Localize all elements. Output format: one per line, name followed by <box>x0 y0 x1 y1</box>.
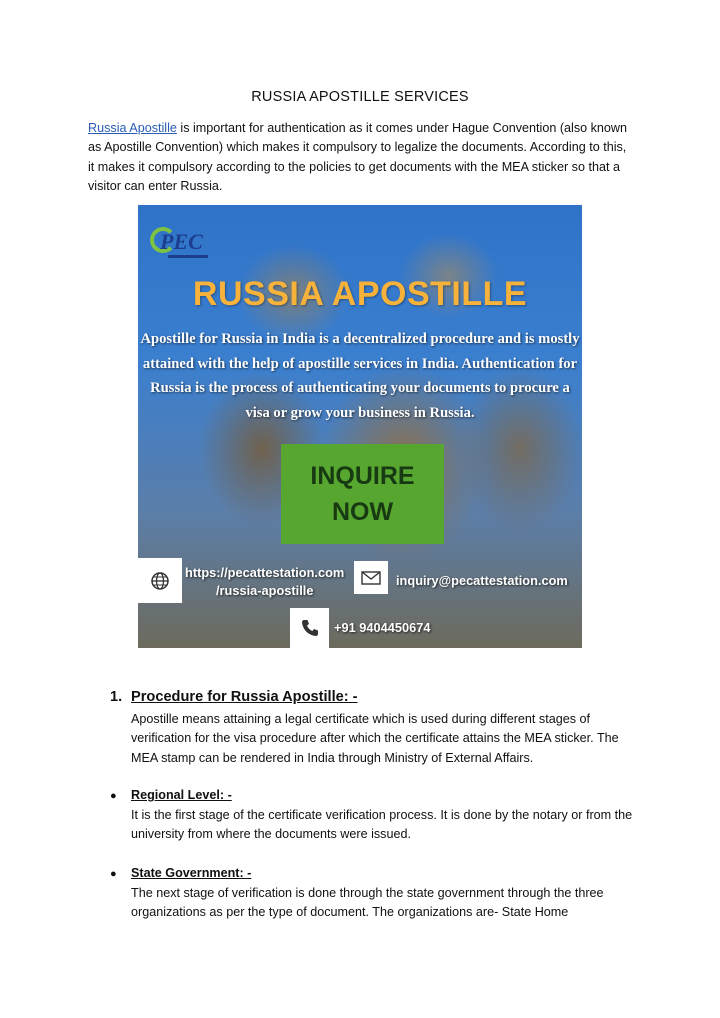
banner-description: Apostille for Russia in India is a decentralized procedure and is mostly attained with the help of apostille services in India. Authentication for Russia is the process of authenticating your documents to procure a visa or grow your business in Russia. <box>140 331 580 421</box>
regional-heading-text: Regional Level: - <box>131 788 232 802</box>
regional-text: It is the first stage of the certificate verification process. It is done by the notary or from the university from where the documents were issued. <box>131 808 633 842</box>
logo-text: PEC <box>160 229 203 254</box>
procedure-heading <box>110 689 358 705</box>
bullet-icon: ● <box>110 790 117 802</box>
intro-paragraph <box>88 119 636 197</box>
inquire-now-button[interactable] <box>281 444 444 544</box>
inquire-line2: NOW <box>331 498 394 526</box>
website-line1[interactable]: https://pecattestation.com <box>185 565 345 580</box>
procedure-heading-text: Procedure for Russia Apostille: - <box>131 689 358 705</box>
pec-logo <box>146 221 206 265</box>
inquire-line1: INQUIRE <box>310 462 415 490</box>
phone-icon <box>290 608 329 648</box>
procedure-number: 1. <box>110 689 123 705</box>
phone-number[interactable]: +91 9404450674 <box>334 620 431 635</box>
banner-heading: RUSSIA APOSTILLE <box>192 275 528 313</box>
email-address[interactable]: inquiry@pecattestation.com <box>396 573 568 588</box>
regional-heading <box>110 788 232 802</box>
page-title: RUSSIA APOSTILLE SERVICES <box>251 89 469 105</box>
russia-apostille-link[interactable]: Russia Apostille <box>88 121 177 135</box>
bullet-icon: ● <box>110 868 117 880</box>
mail-icon <box>354 561 388 594</box>
state-text: The next stage of verification is done through the state government through the three organizations as per the type of document. The organizations are- State Home <box>131 886 604 920</box>
website-line2[interactable]: /russia-apostille <box>216 583 314 598</box>
state-heading <box>110 866 251 880</box>
state-heading-text: State Government: - <box>131 866 252 880</box>
globe-icon <box>138 558 182 603</box>
procedure-text: Apostille means attaining a legal certificate which is used during different stages of verification for the visa procedure after which the certificate attains the MEA sticker. The MEA stamp can be rendered in India through Ministry of External Affairs. <box>131 712 619 765</box>
promo-banner <box>138 205 582 648</box>
intro-text: is important for authentication as it comes under Hague Convention (also known as Apostille Convention) which makes it compulsory to legalize the documents. According to this, it makes it compulsory according to the policies to get documents with the MEA sticker so that a visitor can enter Russia. <box>88 121 628 194</box>
